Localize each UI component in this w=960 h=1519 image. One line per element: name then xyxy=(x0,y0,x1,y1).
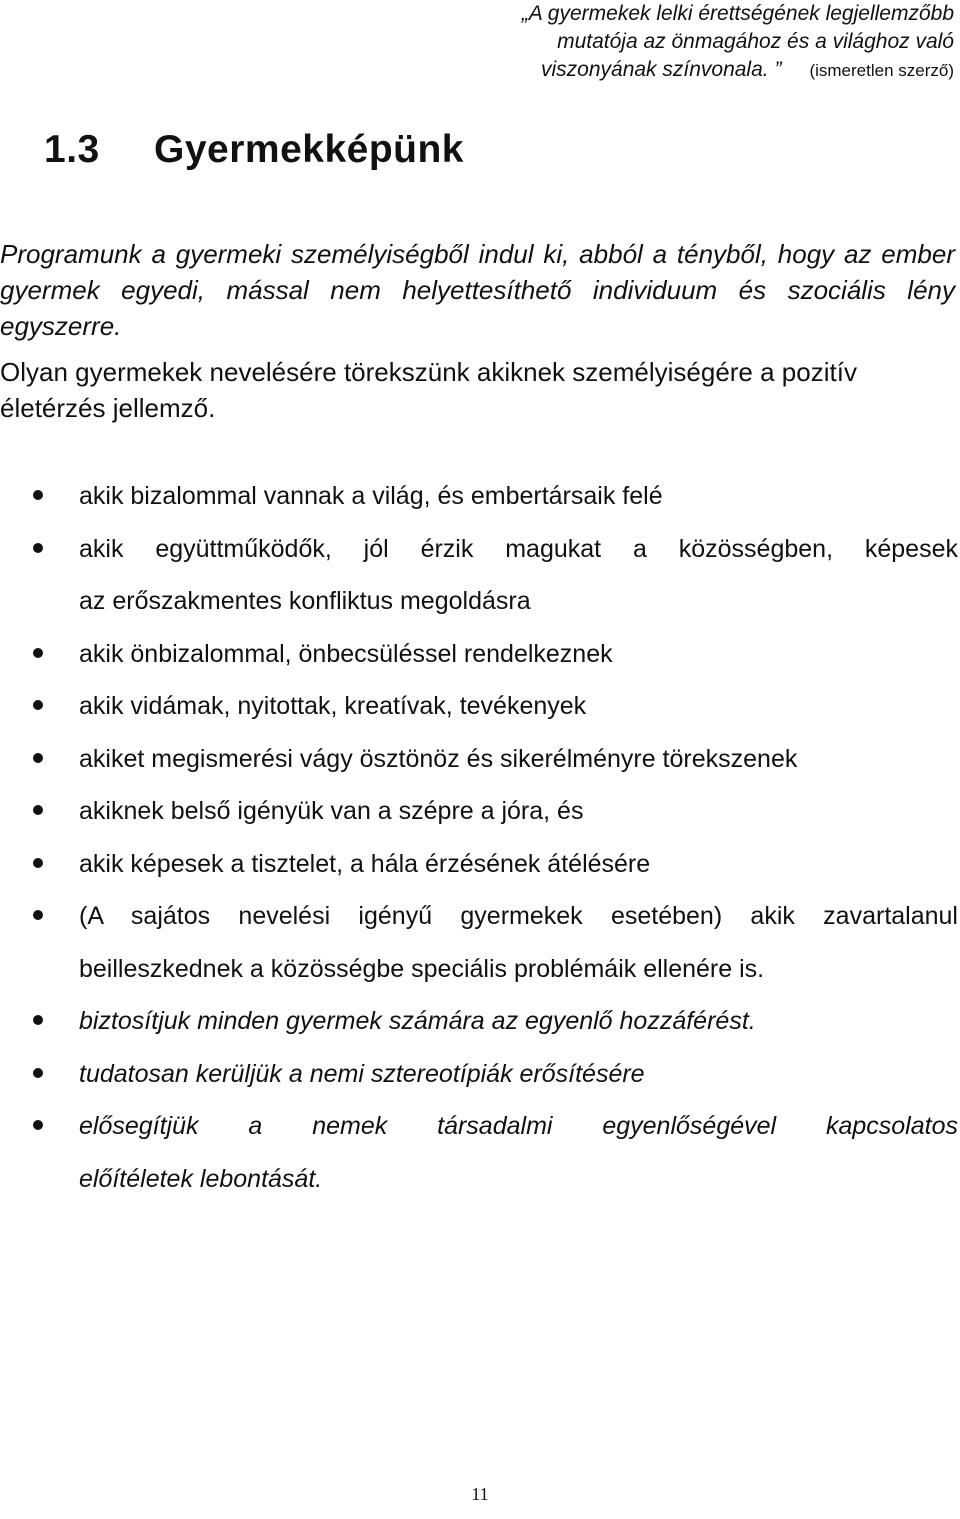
list-item xyxy=(0,628,958,681)
list-item xyxy=(0,838,958,891)
quote-line-2: mutatója az önmagához és a világhoz való xyxy=(557,30,954,53)
list-item-text: akik önbizalommal, önbecsüléssel rendelkeznek xyxy=(79,639,613,668)
list-item-text-continued: előítéletek lebontását. xyxy=(79,1164,323,1193)
bullet-icon xyxy=(33,910,43,920)
bullet-icon xyxy=(33,648,43,658)
list-item-text: akik képesek a tisztelet, a hála érzésének átélésére xyxy=(79,849,651,878)
quote-line-1: „A gyermekek lelki érettségének legjellemzőbb xyxy=(521,2,954,25)
list-item xyxy=(0,733,958,786)
list-item-text: akik bizalommal vannak a világ, és embertársaik felé xyxy=(79,482,663,510)
list-item-text: tudatosan kerüljük a nemi sztereotípiák erősítésére xyxy=(79,1059,645,1088)
section-heading xyxy=(44,128,464,172)
section-number: 1.3 xyxy=(44,128,100,171)
bullet-icon xyxy=(33,753,43,763)
bullet-icon xyxy=(33,543,43,553)
list-item xyxy=(0,995,958,1048)
list-item xyxy=(0,470,958,523)
list-item xyxy=(0,523,958,628)
bullet-icon xyxy=(33,1015,43,1025)
epigraph-quote xyxy=(394,0,954,85)
list-item-text-continued: az erőszakmentes konfliktus megoldásra xyxy=(79,587,531,615)
goal-paragraph: Olyan gyermekek nevelésére törekszünk akiknek személyiségére a pozitív életérzés jellemző. xyxy=(0,357,857,423)
bullet-icon xyxy=(33,700,43,710)
page-number: 11 xyxy=(471,1484,489,1504)
intro-paragraph: Programunk a gyermeki személyiségből indul ki, abból a tényből, hogy az ember gyermek egyedi, mással nem helyettesíthető individuum és szociális lény egyszerre. xyxy=(0,239,955,341)
quote-line-3 xyxy=(394,56,954,85)
list-item-text: akik együttműködők, jól érzik magukat a közösségben, képesek xyxy=(79,534,958,563)
bullet-icon xyxy=(33,805,43,815)
list-item-text: elősegítjük a nemek társadalmi egyenlőségével kapcsolatos xyxy=(79,1112,958,1140)
list-item-text-continued: beilleszkednek a közösségbe speciális problémáik ellenére is. xyxy=(79,954,765,983)
trait-list xyxy=(0,470,958,1205)
list-item xyxy=(0,1100,958,1205)
section-title: Gyermekképünk xyxy=(154,128,464,171)
bullet-icon xyxy=(33,858,43,868)
quote-line-3-text: viszonyának színvonala. ” xyxy=(540,58,782,81)
list-item-text: akik vidámak, nyitottak, kreatívak, tevékenyek xyxy=(79,692,587,720)
list-item-text: biztosítjuk minden gyermek számára az egyenlő hozzáférést. xyxy=(79,1007,756,1035)
list-item-text: akiknek belső igényük van a szépre a jóra, és xyxy=(79,797,584,825)
list-item xyxy=(0,1048,958,1101)
quote-attribution: (ismeretlen szerző) xyxy=(809,61,954,80)
list-item-text: akiket megismerési vágy ösztönöz és sikerélményre törekszenek xyxy=(79,744,798,773)
list-item xyxy=(0,785,958,838)
bullet-icon xyxy=(33,1068,43,1078)
bullet-icon xyxy=(33,490,43,500)
list-item-text: (A sajátos nevelési igényű gyermekek esetében) akik zavartalanul xyxy=(79,902,958,930)
list-item xyxy=(0,890,958,995)
bullet-icon xyxy=(33,1120,43,1130)
list-item xyxy=(0,680,958,733)
